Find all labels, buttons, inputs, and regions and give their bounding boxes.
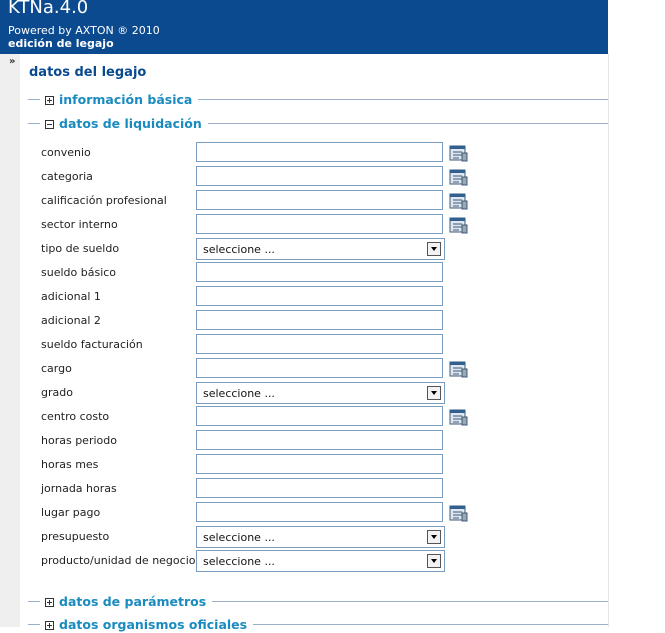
field-label-horas-mes: horas mes	[41, 458, 99, 471]
sector-interno-input[interactable]	[196, 214, 443, 234]
fieldset-line	[242, 624, 608, 625]
toggle-informacion-basica[interactable]	[45, 92, 198, 108]
form-row-cargo	[41, 358, 481, 380]
expand-plus-icon	[45, 598, 54, 607]
content-right-border	[608, 54, 609, 627]
fieldset-line	[28, 624, 40, 625]
toggle-datos-parametros[interactable]	[45, 594, 212, 610]
convenio-input[interactable]	[196, 142, 443, 162]
adicional-2-input[interactable]	[196, 310, 443, 330]
side-panel-strip	[0, 54, 20, 627]
chevron-down-icon[interactable]	[427, 386, 441, 400]
field-label-grado: grado	[41, 386, 73, 399]
fieldset-line	[28, 601, 40, 602]
legend-informacion-basica: información básica	[59, 92, 193, 107]
lookup-list-icon[interactable]	[449, 360, 468, 378]
cargo-input[interactable]	[196, 358, 443, 378]
field-label-sueldo-facturacion: sueldo facturación	[41, 338, 143, 351]
field-label-presupuesto: presupuesto	[41, 530, 110, 543]
field-label-jornada-horas: jornada horas	[41, 482, 117, 495]
field-label-tipo-de-sueldo: tipo de sueldo	[41, 242, 120, 255]
fieldset-line	[188, 123, 608, 124]
fieldset-datos-parametros	[28, 594, 608, 610]
sueldo-facturacion-input[interactable]	[196, 334, 443, 354]
field-label-adicional-2: adicional 2	[41, 314, 101, 327]
field-label-centro-costo: centro costo	[41, 410, 110, 423]
form-row-adicional-1	[41, 286, 481, 308]
collapse-minus-icon	[45, 120, 54, 129]
form-row-convenio	[41, 142, 481, 164]
form-row-horas-periodo	[41, 430, 481, 452]
app-header	[0, 0, 608, 54]
field-label-cargo: cargo	[41, 362, 72, 375]
fieldset-datos-liquidacion	[28, 116, 608, 132]
categoria-input[interactable]	[196, 166, 443, 186]
chevron-down-icon[interactable]	[427, 554, 441, 568]
form-row-calificacion-profesional	[41, 190, 481, 212]
field-label-sueldo-basico: sueldo básico	[41, 266, 117, 279]
jornada-horas-input[interactable]	[196, 478, 443, 498]
field-label-convenio: convenio	[41, 146, 91, 159]
expand-plus-icon	[45, 96, 54, 105]
centro-costo-input[interactable]	[196, 406, 443, 426]
field-label-lugar-pago: lugar pago	[41, 506, 101, 519]
toggle-datos-organismos[interactable]	[45, 617, 253, 633]
legend-datos-liquidacion: datos de liquidación	[59, 116, 202, 131]
form-row-centro-costo	[41, 406, 481, 428]
fieldset-line	[28, 99, 40, 100]
sueldo-basico-input[interactable]	[196, 262, 443, 282]
toggle-datos-liquidacion[interactable]	[45, 116, 208, 132]
form-row-categoria	[41, 166, 481, 188]
lookup-list-icon[interactable]	[449, 144, 468, 162]
field-label-calificacion-profesional: calificación profesional	[41, 194, 167, 207]
fieldset-line	[188, 99, 608, 100]
form-row-horas-mes	[41, 454, 481, 476]
fieldset-informacion-basica	[28, 92, 608, 108]
legend-datos-organismos: datos organismos oficiales	[59, 617, 248, 632]
page-title: edición de legajo	[8, 37, 114, 50]
double-chevron-right-icon[interactable]: »	[9, 56, 16, 67]
fieldset-line	[28, 123, 40, 124]
lookup-list-icon[interactable]	[449, 168, 468, 186]
tipo-de-sueldo-select[interactable]	[196, 238, 445, 260]
horas-periodo-input[interactable]	[196, 430, 443, 450]
grado-select[interactable]	[196, 382, 445, 404]
fieldset-datos-organismos	[28, 617, 608, 633]
fieldset-line	[198, 601, 608, 602]
lookup-list-icon[interactable]	[449, 192, 468, 210]
form-row-grado	[41, 382, 481, 404]
app-title: KTNa.4.0	[8, 0, 89, 18]
lugar-pago-input[interactable]	[196, 502, 443, 522]
form-row-jornada-horas	[41, 478, 481, 500]
legend-datos-parametros: datos de parámetros	[59, 594, 207, 609]
producto-unidad-de-negocio-select-value: seleccione ...	[203, 555, 275, 568]
field-label-producto-unidad-de-negocio: producto/unidad de negocio	[41, 554, 196, 567]
form-row-sector-interno	[41, 214, 481, 236]
form-row-adicional-2	[41, 310, 481, 332]
grado-select-value: seleccione ...	[203, 387, 275, 400]
form-row-lugar-pago	[41, 502, 481, 524]
expand-plus-icon	[45, 621, 54, 630]
chevron-down-icon[interactable]	[427, 242, 441, 256]
lookup-list-icon[interactable]	[449, 408, 468, 426]
tipo-de-sueldo-select-value: seleccione ...	[203, 243, 275, 256]
producto-unidad-de-negocio-select[interactable]	[196, 550, 445, 572]
field-label-horas-periodo: horas periodo	[41, 434, 117, 447]
section-title: datos del legajo	[29, 65, 147, 80]
powered-by-text: Powered by AXTON ® 2010	[8, 24, 160, 37]
chevron-down-icon[interactable]	[427, 530, 441, 544]
adicional-1-input[interactable]	[196, 286, 443, 306]
field-label-categoria: categoria	[41, 170, 93, 183]
form-row-sueldo-basico	[41, 262, 481, 284]
field-label-sector-interno: sector interno	[41, 218, 118, 231]
horas-mes-input[interactable]	[196, 454, 443, 474]
lookup-list-icon[interactable]	[449, 504, 468, 522]
form-row-presupuesto	[41, 526, 481, 548]
form-row-producto-unidad-de-negocio	[41, 550, 481, 572]
presupuesto-select[interactable]	[196, 526, 445, 548]
form-row-sueldo-facturacion	[41, 334, 481, 356]
presupuesto-select-value: seleccione ...	[203, 531, 275, 544]
lookup-list-icon[interactable]	[449, 216, 468, 234]
field-label-adicional-1: adicional 1	[41, 290, 101, 303]
calificacion-profesional-input[interactable]	[196, 190, 443, 210]
form-row-tipo-de-sueldo	[41, 238, 481, 260]
